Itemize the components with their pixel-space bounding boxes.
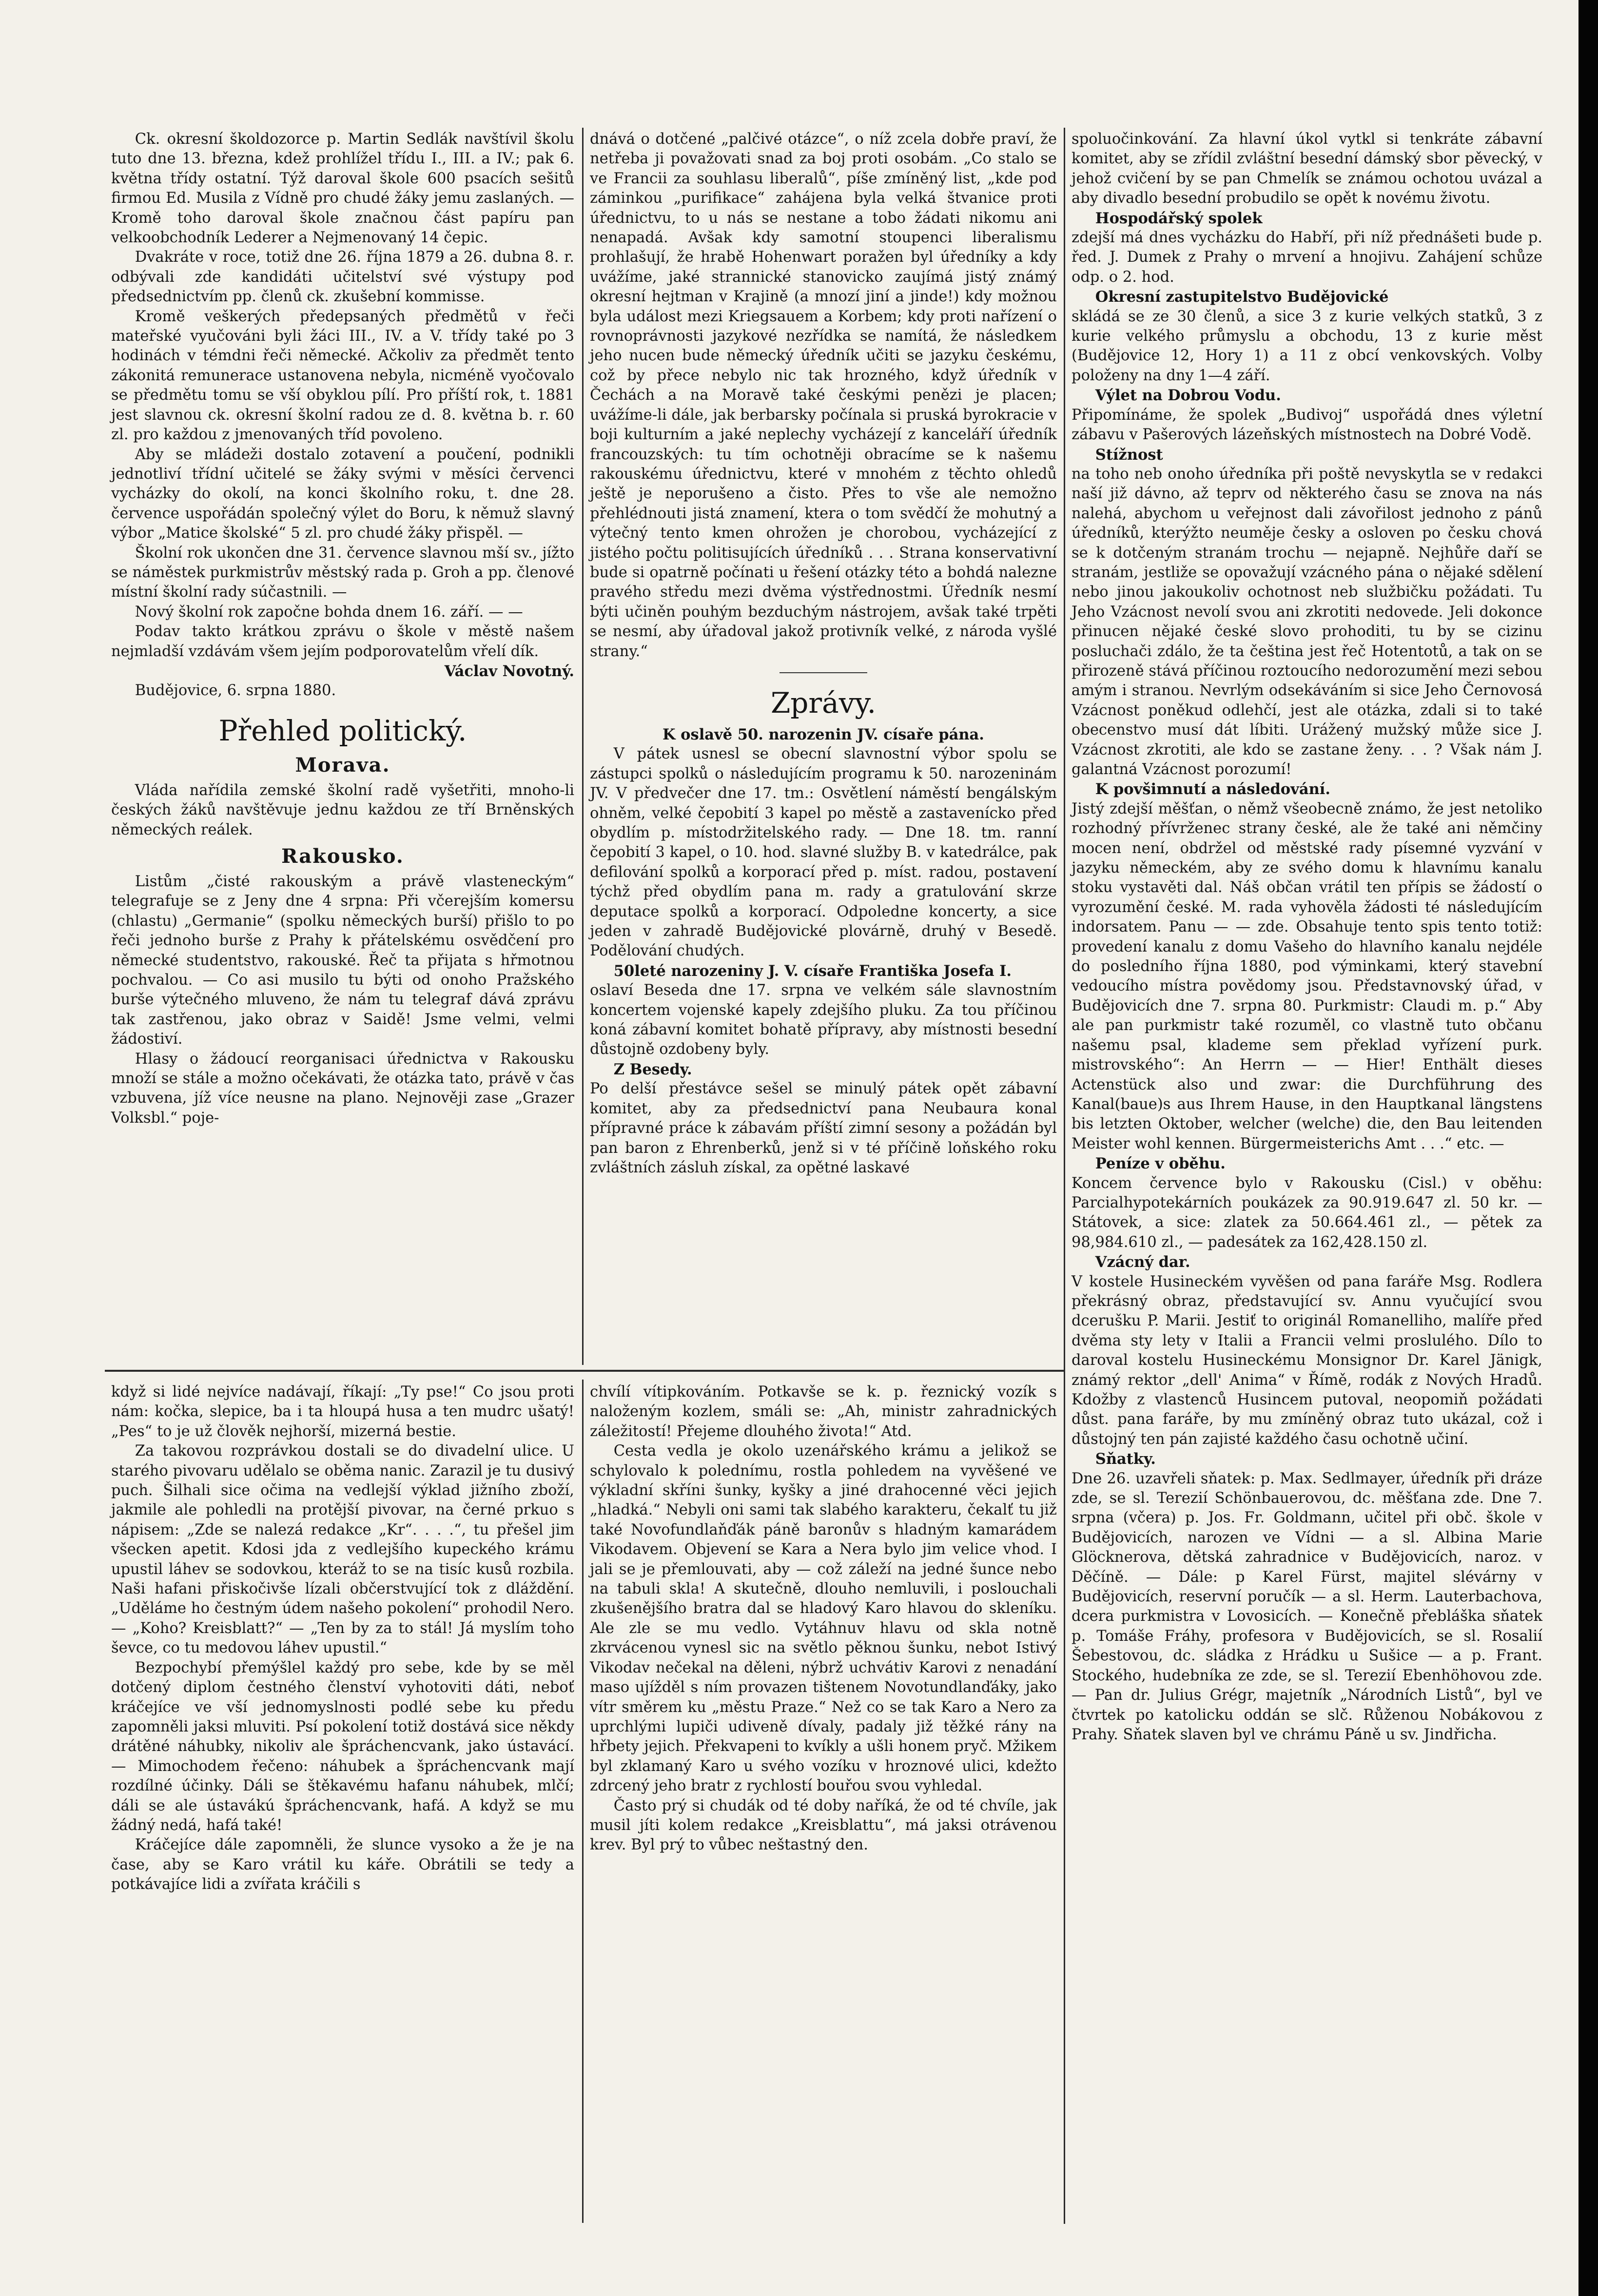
news-district-paragraph: skládá se ze 30 členů, a sice 3 z kurie velkých statků, 3 z kurie velkého průmyslu a obchodu, 13 z kurie měst (Budějovice 12, Hory 1) a 11 z obcí venkovských. Volby položeny na dny 1—4 září. bbox=[1072, 308, 1542, 384]
column-rule-2 bbox=[1064, 128, 1065, 2224]
column-2 bbox=[586, 130, 1061, 1365]
news-heading-district: Okresní zastupitelstvo Budějovické bbox=[1095, 288, 1389, 306]
news-heading-weddings: Sňatky. bbox=[1095, 1450, 1156, 1468]
morava-paragraph: Vláda nařídila zemské školní radě vyšetřiti, mnoho-li českých žáků navštěvuje jednu každou ze tří Brněnských německých reálek. bbox=[111, 781, 574, 838]
school-report-paragraph-4: Aby se mládeži dostalo zotavení a poučení, podnikli jednotliví třídní učitelé se žáky svými v měsíci červenci vycházky do okolí, na konci školního roku, t. dne 28. července uspořádán společný výlet do Boru, k němuž slavný výbor „Matice školské“ 5 zl. pro chudé žáky přispěl. — bbox=[111, 446, 574, 542]
section-title-politics: Přehled politický. bbox=[218, 714, 467, 747]
news-heading-beseda: Z Besedy. bbox=[613, 1060, 692, 1078]
school-report-paragraph-7: Podav takto krátkou zprávu o škole v městě našem nejmladší vzdávám všem jejím podporovatelům vřelí dík. bbox=[111, 623, 574, 660]
separator bbox=[780, 672, 867, 673]
news-heading-notice: K povšimnutí a následování. bbox=[1095, 780, 1331, 798]
news-heading-trip: Výlet na Dobrou Vodu. bbox=[1095, 387, 1281, 405]
column-rule-1 bbox=[582, 128, 584, 1365]
heading-morava: Morava. bbox=[295, 753, 390, 777]
author-signature: Václav Novotný. bbox=[444, 662, 574, 680]
news-weddings-paragraph: Dne 26. uzavřeli sňatek: p. Max. Sedlmayer, úředník při dráze zde, se sl. Terezií Schönbauerovou, dc. měšťana zde. Dne 7. srpna (včera) p. Jos. Fr. Goldmann, učitel při obč. škole v Budějovicích, narozen ve Vídni — a sl. Albina Marie Glöcknerova, dětská zahradnice v Budějovicích, naroz. v Děčíně. — Dále: p Karel Fürst, majitel slévárny v Budějovicích, reservní poručík — a sl. Herm. Lauterbachova, dcera purkmistra v Lovosicích. — Konečně přebláška sňatek p. Tomáše Fráhy, profesora v Budějovicích, se sl. Rosalií Šebestovou, dc. sládka z Hrádku u Sušice — a p. Frant. Stockého, hudebníka ze zde, se sl. Terezií Ebenhöhovou zde. — Pan dr. Julius Grégr, majetník „Národních Listů“, byl ve čtvrtek po katolicku oddán se slč. Růženou Nobákovou z Prahy. Sňatek slaven byl ve chrámu Páně u sv. Jindřicha. bbox=[1072, 1470, 1542, 1743]
news-heading-agriculture: Hospodářský spolek bbox=[1095, 209, 1263, 227]
feuilleton-paragraph-7: Často prý si chudák od té doby naříká, že od té chvíle, jak musil jíti kolem redakce „Kreisblattu“, má jaksi otrávenou krev. Byl prý to vůbec neštastný den. bbox=[590, 1797, 1057, 1854]
beseda-continuation: spoluočinkování. Za hlavní úkol vytkl si tenkráte zábavní komitet, aby se zřídil zvláštní besední dámský sbor pěvecký, v jehož cvičení by se pan Chmelík se známou ochotou uvázal a aby divadlo besední probudilo se opět k novému životu. bbox=[1072, 131, 1542, 207]
news-heading-money: Peníze v oběhu. bbox=[1095, 1155, 1226, 1173]
feuilleton-paragraph-5: chvílí vítipkováním. Potkavše se k. p. řeznický vozík s naloženým kozlem, smáli se: „Ah, ministr zahradnických záležitostí! Přejeme dlouhého života!“ Atd. bbox=[590, 1383, 1057, 1440]
feuilleton-paragraph-2: Za takovou rozprávkou dostali se do divadelní ulice. U starého pivovaru udělalo se oběma nanic. Zarazil je tu dusivý puch. Šilhali sice očima na vedlejší výklad jižního zboží, jakmile ale pohledli na protější pivovar, na černé prkuo s nápisem: „Zde se nalezá redakce „Kr“. . . .“, tu přešel jim všecken apetit. Kdosi jda z vedlejšího kupeckého krámu upustil láhev se sodovkou, kteráž to se na tisíc kusů rozbila. Naši hafani přiskočivše lízali občerstvující tok z dláždění. „Uděláme ho čestným údem našeho pokolení“ prohodil Nero. — „Koho? Kreisblatt?“ — „Ten by za to stál! Já myslím toho ševce, co tu medovou láhev upustil.“ bbox=[111, 1442, 574, 1657]
rakousko-paragraph-2: Hlasy o žádoucí reorganisaci úřednictva v Rakousku množí se stále a možno očekávati, že otázka tato, právě v čas vzbuvena, jíž více neusne na plano. Nejnověji zase „Grazer Volksbl.“ poje- bbox=[111, 1050, 574, 1127]
feuilleton-paragraph-3: Bezpochybí přemýšlel každý pro sebe, kde by se měl dotčený diplom čestného členství vyhotoviti dáti, neboť kráčejíce ve vší jednomyslnosti podlé sebe ku předu zapomněli jaksi mluviti. Psí pokolení totiž dostává sice někdy drátěné náhubky, nikoliv ale špráchencvank, jako ústavácí. — Mimochodem řečeno: náhubek a špráchencvank mají rozdílné účinky. Dáli se štěkavému hafanu náhubek, mlčí; dáli se ale ústavákú špráchencvank, hafá. A když se mu žádný nedá, hafá také! bbox=[111, 1659, 574, 1834]
news-notice-paragraph: Jistý zdejší měšťan, o němž všeobecně známo, že jest netoliko rozhodný přívrženec strany české, ale že také ani němčiny mocen není, obdržel od městské rady písemné vyzvání v jazyku německém, aby ze svého domu k hlavnímu kanalu stoku vystavěti dal. Náš občan vrátil ten přípis se žádostí o vyrozumění české. M. rada vyhověla žádosti té následujícím indorsatem. Panu — — zde. Obsahuje tento spis tento totiž: provedení kanalu z domu Vašeho do hlavního kanalu nejdéle do posledního října 1880, pod výminkami, který stavební vedoucího místra povědomy jsou. Představnovský úřad, v Budějovicích dne 7. srpna 80. Purkmistr: Claudi m. p.“ Aby ale pan purkmistr také rozuměl, co vlastně tuto občanu našemu psal, klademe sem překlad vyřízení purk. mistrovského“: An Herrn — — Hier! Enthält dieses Actenstück also und zwar: die Durchführung des Kanal(baue)s aus Ihrem Hause, in den Hauptkanal längstens bis letzten Oktober, welcher (welche) die, den Bau leitenden Meister wohl kennen. Bürgermeisterichs Amt . . .“ etc. — bbox=[1072, 800, 1542, 1152]
news-beseda-paragraph: Po delší přestávce sešel se minulý pátek opět zábavní komitet, aby za předsednictví pana Neubaura konal přípravné práce k zábavám příští zimní sesony a požádán byl pan baron z Ehrenberků, jenž si v té příčině loňského roku zvláštních zásluh získal, za opětné laskavé bbox=[590, 1080, 1057, 1176]
school-report-paragraph-3: Kromě veškerých předepsaných předmětů v řeči mateřské vyučováni byli žáci III., IV. a V. třídy také po 3 hodinách v témdni řeči německé. Ačkoliv za předmět tento zákonitá remunerace ustanovena nebyla, nicméně vyočovalo se předmětu tomu se vší obyklou pílí. Pro příští rok, t. 1881 jest slavnou ck. okresní školní radou ze d. 8. května b. r. 60 zl. pro každou z jmenovaných tříd povoleno. bbox=[111, 308, 574, 444]
feuilleton-paragraph-4: Kráčejíce dále zapomněli, že slunce vysoko a že je na čase, aby se Karo vrátil ku káře. Obrátili se tedy a potkávajíce lidi a zvířata kráčili s bbox=[111, 1836, 574, 1893]
section-title-news: Zprávy. bbox=[771, 686, 876, 720]
column-3 bbox=[1068, 130, 1546, 2223]
heading-rakousko: Rakousko. bbox=[281, 845, 404, 868]
politics-continuation: dnává o dotčené „palčivé otázce“, o níž zcela dobře praví, že netřeba ji považovati snad za boj proti osobám. „Co stalo se ve Francii za souhlasu liberalů“, píše zmíněný list, „kde pod záminkou „purifikace“ zahájena byla velká štvanice proti úřednictvu, to u nás se nestane a tobo žádati nikomu ani nenapadá. Avšak kdy samotní stoupenci liberalismu prohlašují, že hrabě Hohenwart poražen byl úředníky a kdy uvážíme, jaké strannické stanovicko zaujímá jistý známý okresní hejtman v Krajině (a mnozí jiní a jinde!) kdy možnou byla událost mezi Kriegsauem a Korbem; kdy proti nařízení o rovnoprávnosti jazykové nezřídka se namítá, že následkem jeho nucen bude německý úředník učiti se jazyku českému, což by přece nebylo nic tak hrozného, když úředník v Čechách a na Moravě také českými penězi je placen; uvážíme-li dále, jak berbarsky počínala si pruská byrokracie v boji kulturním a jaké neplechy vycházejí z kanceláří úředník francouzských: tu tím ochotněji obracíme se k našemu rakouskému úřednictvu, které v mnohém z těchto ohledů ještě je neporušeno a čisto. Přes to vše ale nemožno přehlédnouti jistá znamení, ktera o tom svědčí že mohutný a výtečný tento kmen ohrožen je chorobou, vycházející z jistého počtu politisujících úředníků . . . Strana konservativní bude si opatrně počínati u řešení otázky této a bohdá nalezne pravého středu mezi dvěma výstřednostmi. Úředník nesmí býti učiněn pouhým bezduchým nástrojem, avšak také trpěti se nesmí, aby úřadoval jakož protivník velké, z národa vyšlé strany.“ bbox=[590, 131, 1057, 660]
feuilleton-paragraph-6: Cesta vedla je okolo uzenářského krámu a jelikož se schylovalo k polednímu, rostla pohledem na vyvěšené ve výkladní skříni šunky, kyšky a jiné drahocenné věci jejich „hladká.“ Nebyli oni sami tak slabého karakteru, čekalť tu již také Novofundlaňďák páně baronův s hladným kamarádem Vikodavem. Objevení se Kara a Nera bylo jim velice vhod. I jali se je přemlouvati, aby — což záleží na jedné šunce nebo na tabuli skla! A skutečně, dlouho nemluvili, i poslouchali zkušenějšího bratra dal se hladový Karo hlavou do skleníku. Ale zle se mu vedlo. Vytáhnuv hlavu od skla notně zkrvácenou vynesl sic na světlo pěknou šunku, nebot Istivý Vikodav nečekal na děleni, nýbrž uchvátiv Karovi z nenadání maso ujížděl s ním provazen tištenem Novotundlanďáky, jako vítr směrem ku „městu Praze.“ Než co se tak Karo a Nero za uprchlými lupiči udiveně dívaly, padaly již těžké rány na hřbety jejich. Překvapeni to kvíkly a ušli honem pryč. Mžikem byl zklamaný Karo u svého vozíku v hroznové ulici, kdežto zdrcený jeho bratr z rychlostí bouřou svou vyhledal. bbox=[590, 1442, 1057, 1795]
school-report-paragraph-6: Nový školní rok započne bohda dnem 16. září. — — bbox=[135, 603, 523, 621]
school-report-paragraph-1: Ck. okresní školdozorce p. Martin Sedlák navštívil školu tuto dne 13. března, kdež prohlížel třídu I., III. a IV.; pak 6. května třídy ostatní. Týž daroval škole 600 psacích sešitů firmou Ed. Musila z Vídně pro chudé žáky jemu zaslaných. — Kromě toho daroval škole značnou část papíru pan velkoobchodník Lederer a Nejmenovaný 14 čepic. bbox=[111, 131, 574, 247]
news-gift-paragraph: V kostele Husineckém vyvěšen od pana faráře Msg. Rodlera překrásný obraz, představující sv. Annu vyučující svou dcerušku P. Marii. Jestiť to originál Romanelliho, malíře před dvěma sty lety v Italii a Francii velmi proslulého. Dílo to daroval kostelu Husineckému Monsignor Dr. Karel Jänigk, známý rektor „dell' Anima“ v Římě, rodák z Nových Hradů. Kdožby z vlastenců Husincem putoval, neopomiň požádati důst. pana faráře, by mu zmíněný obraz tuto ukázal, což i důstojný ten pán zajisté každého času ochotně učiní. bbox=[1072, 1273, 1542, 1448]
column-1 bbox=[107, 130, 578, 1365]
feuilleton-rule bbox=[105, 1370, 1064, 1372]
news-heading-complaint: Stížnost bbox=[1095, 446, 1163, 464]
feuilleton-column-1 bbox=[107, 1382, 578, 2223]
rakousko-paragraph-1: Listům „čisté rakouským a právě vlasteneckým“ telegrafuje se z Jeny dne 4 srpna: Při včerejším komersu (chlastu) „Germanie“ (spolku německých burší) přišlo to po řeči jednoho burše z Prahy k přátelskému osvědčení pro německé studentstvo, rakouské. Řeč ta přijata s hřmotnou pochvalou. — Co asi musilo tu býti od onoho Pražského burše výtečného mluveno, že nám tu telegraf dává zprávu tak zastřenou, jako obraz v Saidě! Jsme velmi, velmi žádostiví. bbox=[111, 873, 574, 1048]
news-heading-50th: 50leté narozeniny J. V. císaře Františka Josefa I. bbox=[613, 962, 1012, 980]
feuilleton-paragraph-1: když si lidé nejvíce nadávají, říkají: „Ty pse!“ Co jsou proti nám: kočka, slepice, ba i ta hloupá husa a ten mudrc ušatý! „Pes“ to je už člověk nejhorší, mizerná bestie. bbox=[111, 1383, 574, 1440]
dateline: Budějovice, 6. srpna 1880. bbox=[135, 682, 336, 700]
news-50th-paragraph: oslaví Beseda dne 17. srpna ve velkém sále slavnostním koncertem vojenské kapely zdejšího pluku. Za tou příčinou koná zábavní komitet bohatě přípravy, aby místnosti besední důstojně ozdobeny byly. bbox=[590, 982, 1057, 1058]
news-heading-gift: Vzácný dar. bbox=[1095, 1253, 1190, 1271]
news-trip-paragraph: Připomínáme, že spolek „Budivoj“ uspořádá dnes výletní zábavu v Pašerových lázeňských místnostech na Dobré Vodě. bbox=[1072, 406, 1542, 444]
feuilleton-column-2 bbox=[586, 1382, 1061, 2223]
school-report-paragraph-5: Školní rok ukončen dne 31. července slavnou mší sv., jížto se náměstek purkmistrův městský rada p. Groh a pp. členové místní školní rady súčastnili. — bbox=[111, 544, 574, 601]
news-birthday-paragraph: V pátek usnesl se obecní slavnostní výbor spolu se zástupci spolků o následujícím programu k 50. narozeninám JV. V předvečer dne 17. tm.: Osvětlení náměstí bengálským ohněm, velké čepobití 3 kapel po městě a zastavenícko před obydlím p. místodržitelského rady. — Dne 18. tm. ranní čepobití 3 kapel, o 10. hod. slavné služby B. v katedrálce, pak defilování spolků a korporací před p. míst. radou, postavení týchž před obydlím pana m. rady a gratulování skrze deputace spolků a korporací. Odpoledne koncerty, a sice jeden v zahradě Budějovické plovárně, druhý v Besedě. Podělování chudých. bbox=[590, 745, 1057, 960]
page-edge bbox=[1579, 0, 1598, 2296]
news-complaint-paragraph: na toho neb onoho úředníka při poště nevyskytla se v redakci naší již dávno, až teprv od některého času se znova na nás nalehá, abychom u veřejnost dali závořilost jednoho z pánů úředníků, kterýžto neumějе česky a osloven po česku chová se k dotčeným stranám trochu — nejapně. Nejhůře daří se stranám, jestliže se opovažují vzácného pána o nějaké sdělení nebo jinou jakoukoliv ochotnost neb službičku požádati. Tu Jeho Vzácnost nevolí svou ani zkrotiti nedovede. Jeli dokonce přinucen nějaké české slovo prohoditi, tu by se cizinu posluchači zdálo, že ta čeština jest řeč Hotentotů, a tak on se přirozeně stává příčinou roztoucího nedorozumění mezi sebou amým i stranou. Nevrlým odsekáváním si sice Jeho Černovosá Vzácnost poněkud odlehčí, jest ale otázka, zdali si to také obecenstvo musí dát líbiti. Urážený mužský může sice J. Vzácnost zkrotiti, ale kdo se zastane ženy. . . ? Však nám J. galantná Vzácnost porozumí! bbox=[1072, 465, 1542, 778]
column-rule-3 bbox=[582, 1380, 584, 2223]
news-heading-birthday: K oslavě 50. narozenin JV. císaře pána. bbox=[663, 725, 984, 743]
school-report-paragraph-2: Dvakráte v roce, totiž dne 26. října 1879 a 26. dubna 8. r. odbývali zde kandidáti učitelství své výstupy pod předsednictvím pp. členů ck. zkušební kommisse. bbox=[111, 249, 574, 306]
news-money-paragraph: Koncem července bylo v Rakousku (Cisl.) v oběhu: Parcialhypotekárních poukázek za 90.919.647 zl. 50 kr. — Státovek, a sice: zlatek za 50.664.461 zl., — pětek za 98,984.610 zl., — padesátek za 162,428.150 zl. bbox=[1072, 1174, 1542, 1251]
news-agriculture-paragraph: zdejší má dnes vycházku do Habří, při níž přednášeti bude p. řed. J. Dumek z Prahy o mrvení a hnojivu. Zahájení schůze odp. o 2. hod. bbox=[1072, 229, 1542, 286]
